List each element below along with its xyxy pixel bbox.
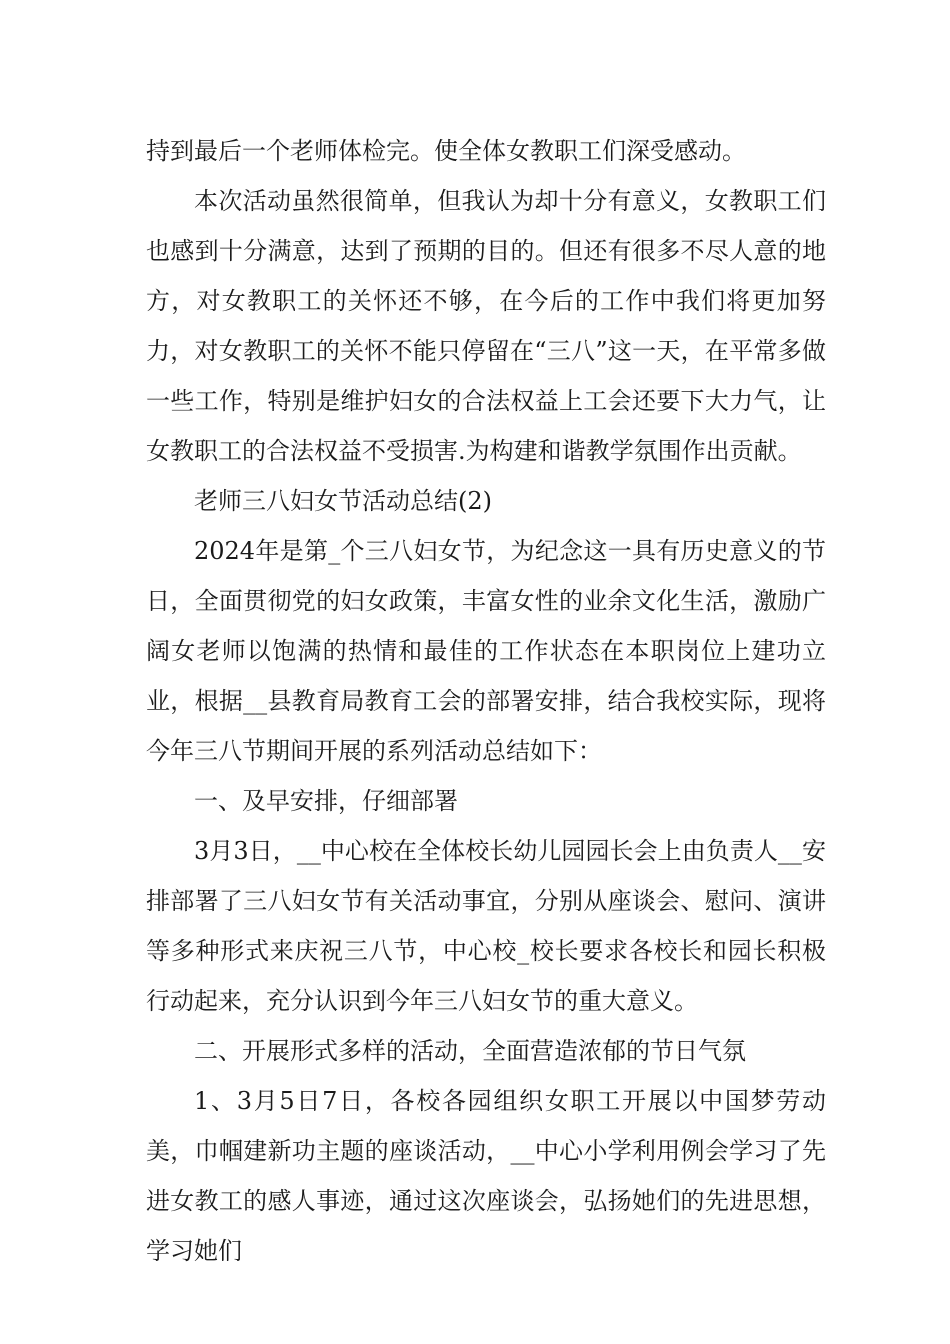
paragraph-intro: 2024年是第_个三八妇女节，为纪念这一具有历史意义的节日，全面贯彻党的妇女政策，丰富女性的业余文化生活，激励广阔女老师以饱满的热情和最佳的工作状态在本职岗位上建功立业，根据__县教育局教育工会的部署安排，结合我校实际，现将今年三八节期间开展的系列活动总结如下： [146, 537, 826, 765]
section-heading-1: 一、及早安排，仔细部署 [194, 787, 458, 815]
paragraph-activity-summary: 本次活动虽然很简单，但我认为却十分有意义，女教职工们也感到十分满意，达到了预期的目的。但还有很多不尽人意的地方，对女教职工的关怀还不够，在今后的工作中我们将更加努力，对女教职工的关怀不能只停留在“三八”这一天，在平常多做一些工作，特别是维护妇女的合法权益上工会还要下大力气，让女教职工的合法权益不受损害.为构建和谐教学氛围作出贡献。 [146, 187, 826, 465]
paragraph-continuation: 持到最后一个老师体检完。使全体女教职工们深受感动。 [146, 137, 746, 165]
document-body [146, 126, 826, 1276]
paragraph-activities-1: 1、3月5日7日，各校各园组织女职工开展以中国梦劳动美，巾帼建新功主题的座谈活动，__中心小学利用例会学习了先进女教工的感人事迹，通过这次座谈会，弘扬她们的先进思想，学习她们 [146, 1087, 826, 1265]
section-heading-2: 二、开展形式多样的活动，全面营造浓郁的节日气氛 [194, 1037, 746, 1065]
section-heading-summary-2: 老师三八妇女节活动总结(2) [194, 487, 492, 515]
paragraph-arrangement: 3月3日，__中心校在全体校长幼儿园园长会上由负责人__安排部署了三八妇女节有关活动事宜，分别从座谈会、慰问、演讲等多种形式来庆祝三八节，中心校_校长要求各校长和园长积极行动起来，充分认识到今年三八妇女节的重大意义。 [146, 837, 826, 1015]
